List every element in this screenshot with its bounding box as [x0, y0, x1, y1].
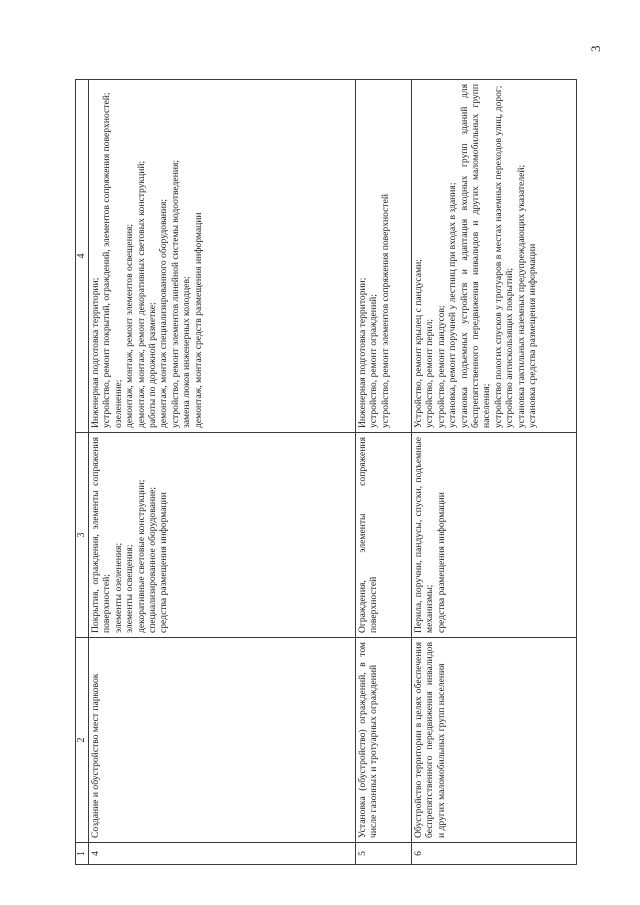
- work-item: установка подъемных устройств и адаптация входных групп зданий для беспрепятственного передвижения инвалидов и других маломобильных групп населения;: [458, 84, 493, 428]
- works-cell: [89, 80, 356, 433]
- work-item: озеленение;: [112, 379, 124, 428]
- table-row: [356, 80, 412, 865]
- object-name: Установка (обустройство) ограждений, в том числе газонных и тротуарных ограждений: [356, 638, 412, 843]
- element-item: элементы озеленения;: [112, 542, 124, 633]
- page-number: 3: [588, 45, 603, 52]
- element-item: специализированное оборудование;: [147, 486, 159, 633]
- element-item: средства размещения информации: [158, 492, 170, 633]
- header-cell: 4: [76, 80, 89, 433]
- element-item: Покрытия, ограждения, элементы сопряжения поверхностей;: [90, 437, 113, 633]
- works-cell: [356, 80, 412, 433]
- work-item: демонтаж, монтаж специализированного оборудования;: [158, 198, 170, 428]
- work-item: устройство, ремонт перил;: [424, 318, 436, 428]
- row-number: 5: [356, 843, 412, 865]
- row-number: 4: [89, 843, 356, 865]
- element-item: декоративные световые конструкции;: [135, 479, 147, 633]
- work-item: Устройство, ремонт крылец с пандусами;: [413, 259, 424, 428]
- elements-cell: [356, 433, 412, 638]
- element-item: элементы освещения;: [124, 544, 136, 633]
- work-item: устройство, ремонт ограждений;: [368, 294, 380, 428]
- work-item: устройство антискользящих покрытий;: [504, 267, 516, 428]
- work-item: демонтаж, монтаж, ремонт элементов освещения;: [124, 223, 136, 428]
- works-table: [75, 79, 577, 865]
- work-item: замена люков инженерных колодцев;: [181, 276, 193, 428]
- element-item: Перила, поручни, пандусы, спуски, подъемные механизмы;: [413, 437, 436, 633]
- table-header-row: [76, 80, 89, 865]
- table-row: [412, 80, 577, 865]
- work-item: устройство пологих спусков у тротуаров в местах наземных переходов улиц, дорог;: [492, 85, 504, 428]
- elements-cell: [89, 433, 356, 638]
- row-number: 6: [412, 843, 577, 865]
- work-item: устройство, ремонт элементов линейной системы водоотведения;: [169, 159, 181, 428]
- work-item: Инженерная подготовка территории;: [357, 277, 368, 428]
- work-item: устройство, ремонт пандусов;: [435, 305, 447, 428]
- header-cell: 1: [76, 843, 89, 865]
- work-item: демонтаж, монтаж, ремонт декоративных световых конструкций;: [135, 160, 147, 428]
- work-item: установка тактильных наземных предупреждающих указателей;: [515, 164, 527, 428]
- elements-cell: [412, 433, 577, 638]
- object-name: Создание и обустройство мест парковок: [89, 638, 356, 843]
- element-item: средства размещения информации: [435, 492, 447, 633]
- table-row: [89, 80, 356, 865]
- work-item: Инженерная подготовка территории;: [90, 277, 101, 428]
- work-item: установка средства размещения информации: [527, 243, 539, 428]
- works-cell: [412, 80, 577, 433]
- work-item: устройство, ремонт элементов сопряжения поверхностей: [379, 193, 391, 428]
- object-name: Обустройство территории в целях обеспечения беспрепятственного передвижения инвалидов и других маломобильных групп населения: [412, 638, 577, 843]
- header-cell: 3: [76, 433, 89, 638]
- work-item: установка, ремонт поручней у лестниц при входах в здания;: [447, 182, 459, 428]
- work-item: работы по дорожной разметке;: [147, 302, 159, 428]
- element-item: Ограждения, элементы сопряжения поверхностей: [357, 437, 380, 633]
- work-item: устройство, ремонт покрытий, ограждений, элементов сопряжения поверхностей;: [101, 92, 113, 428]
- header-cell: 2: [76, 638, 89, 843]
- work-item: демонтаж, монтаж средств размещения информации: [192, 212, 204, 428]
